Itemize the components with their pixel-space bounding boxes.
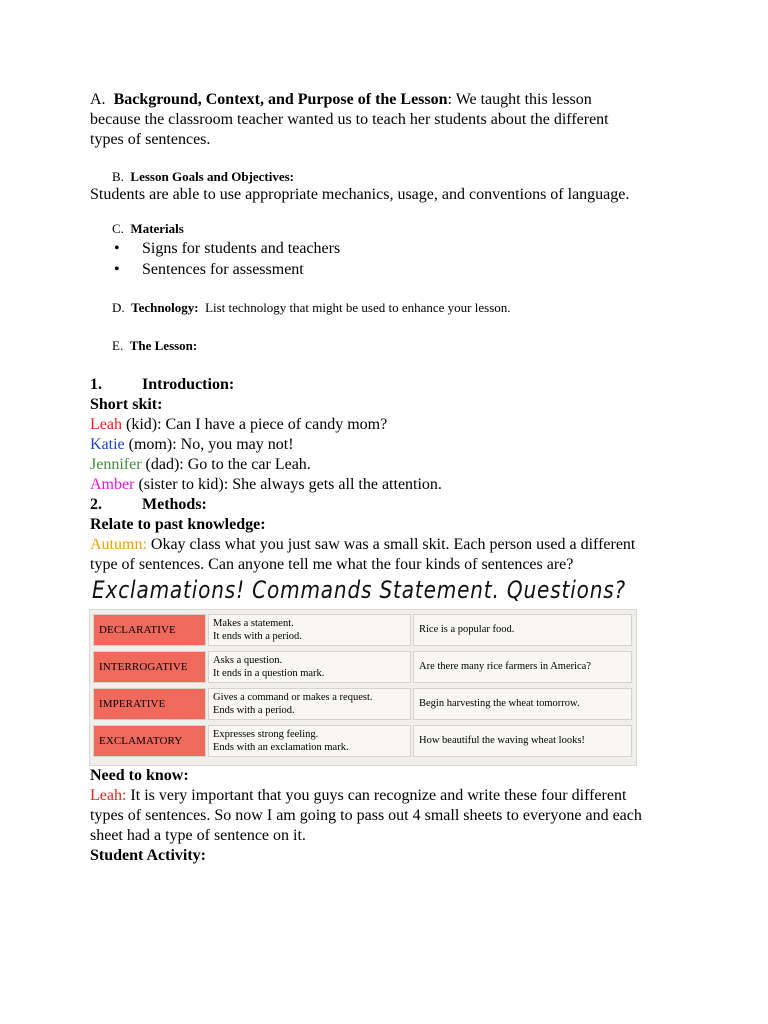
example-cell bbox=[413, 651, 632, 683]
type-label: INTERROGATIVE bbox=[99, 661, 188, 673]
description-text bbox=[213, 617, 302, 643]
materials-list bbox=[112, 238, 340, 280]
type-cell bbox=[93, 651, 206, 683]
need-to-know-text: It is very important that you guys can recognize and write these four different bbox=[126, 787, 627, 804]
handwritten-text: Exclamations! Commands Statement. Questions? bbox=[92, 576, 626, 604]
need-to-know-line bbox=[90, 786, 710, 806]
section-d-heading: Technology: bbox=[131, 300, 199, 315]
section-c-label: C. bbox=[112, 221, 124, 236]
example-text: How beautiful the waving wheat looks! bbox=[419, 735, 585, 746]
relate-heading-text: Relate to past knowledge: bbox=[90, 516, 266, 533]
intro-number: 1. bbox=[90, 376, 102, 393]
example-text: Are there many rice farmers in America? bbox=[419, 661, 591, 672]
need-to-know-heading-text: Need to know: bbox=[90, 767, 189, 784]
section-e-label: E. bbox=[112, 338, 124, 353]
description-line: Gives a command or makes a request. bbox=[213, 692, 373, 703]
need-to-know-line-3: sheet had a type of sentence on it. bbox=[90, 827, 306, 844]
description-text bbox=[213, 654, 324, 680]
example-cell bbox=[413, 688, 632, 720]
methods-number: 2. bbox=[90, 496, 102, 513]
type-label: DECLARATIVE bbox=[99, 624, 176, 636]
description-cell bbox=[208, 651, 411, 683]
section-d-text: List technology that might be used to enhance your lesson. bbox=[205, 300, 511, 315]
speaker-name: Jennifer bbox=[90, 456, 142, 473]
skit-line bbox=[90, 435, 710, 455]
skit-line-text: (dad): Go to the car Leah. bbox=[141, 456, 311, 473]
example-cell bbox=[413, 725, 632, 757]
description-text bbox=[213, 691, 373, 717]
skit-line-text: (kid): Can I have a piece of candy mom? bbox=[121, 416, 388, 433]
description-line: Ends with a period. bbox=[213, 705, 295, 716]
speaker-name: Leah: bbox=[90, 787, 127, 804]
intro-heading-line bbox=[90, 375, 710, 395]
section-a bbox=[90, 90, 690, 150]
skit-heading-text: Short skit: bbox=[90, 396, 163, 413]
section-b-heading: Lesson Goals and Objectives: bbox=[130, 169, 295, 184]
example-text: Rice is a popular food. bbox=[419, 624, 515, 635]
description-line: It ends in a question mark. bbox=[213, 668, 325, 679]
table-row bbox=[90, 686, 636, 722]
relate-heading bbox=[90, 515, 710, 535]
description-line: Expresses strong feeling. bbox=[213, 729, 319, 740]
student-activity-heading bbox=[90, 846, 710, 866]
skit-line-text: (mom): No, you may not! bbox=[124, 436, 294, 453]
speaker-name: Amber bbox=[90, 476, 135, 493]
type-label: IMPERATIVE bbox=[99, 698, 166, 710]
autumn-line bbox=[90, 535, 710, 555]
materials-item: • Signs for students and teachers bbox=[112, 238, 340, 259]
section-a-heading: Background, Context, and Purpose of the Lesson bbox=[113, 91, 448, 108]
need-to-know-line-2: types of sentences. So now I am going to pass out 4 small sheets to everyone and each bbox=[90, 807, 642, 824]
type-cell bbox=[93, 725, 206, 757]
need-to-know-heading bbox=[90, 766, 710, 786]
section-a-text2: because the classroom teacher wanted us to teach her students about the different bbox=[90, 111, 609, 128]
description-line: Asks a question. bbox=[213, 655, 283, 666]
description-line: Ends with an exclamation mark. bbox=[213, 742, 349, 753]
example-text: Begin harvesting the wheat tomorrow. bbox=[419, 698, 580, 709]
handwritten-answer bbox=[90, 570, 630, 610]
description-line: Makes a statement. bbox=[213, 618, 294, 629]
section-e-heading: The Lesson: bbox=[129, 338, 198, 353]
table-row bbox=[90, 612, 636, 648]
skit-line bbox=[90, 415, 710, 435]
methods-heading: Methods: bbox=[142, 496, 207, 513]
section-d-label: D. bbox=[112, 300, 125, 315]
section-e bbox=[112, 337, 712, 355]
lesson-body bbox=[90, 375, 710, 575]
example-cell bbox=[413, 614, 632, 646]
materials-item: • Sentences for assessment bbox=[112, 259, 340, 280]
section-c-heading: Materials bbox=[130, 221, 184, 236]
section-a-text3: types of sentences. bbox=[90, 131, 211, 148]
intro-heading: Introduction: bbox=[142, 376, 235, 393]
description-cell bbox=[208, 614, 411, 646]
table-row bbox=[90, 649, 636, 685]
section-a-label: A. bbox=[90, 91, 106, 108]
autumn-line-2: type of sentences. Can anyone tell me what the four kinds of sentences are? bbox=[90, 556, 574, 573]
section-a-line1 bbox=[90, 90, 690, 110]
section-c-heading-line bbox=[112, 220, 712, 238]
type-cell bbox=[93, 688, 206, 720]
sentence-types-table bbox=[89, 609, 637, 766]
speaker-name: Leah bbox=[90, 416, 122, 433]
skit-line-text: (sister to kid): She always gets all the attention. bbox=[134, 476, 442, 493]
need-to-know-section bbox=[90, 766, 710, 866]
section-a-text1: : We taught this lesson bbox=[447, 91, 592, 108]
skit-heading bbox=[90, 395, 710, 415]
section-b-heading-line bbox=[112, 168, 712, 186]
description-cell bbox=[208, 725, 411, 757]
student-activity-heading-text: Student Activity: bbox=[90, 847, 206, 864]
type-label: EXCLAMATORY bbox=[99, 735, 183, 747]
description-text bbox=[213, 728, 349, 754]
autumn-text: Okay class what you just saw was a small skit. Each person used a different bbox=[146, 536, 636, 553]
methods-heading-line bbox=[90, 495, 710, 515]
section-b-text: Students are able to use appropriate mechanics, usage, and conventions of language. bbox=[90, 186, 630, 203]
section-d bbox=[112, 299, 672, 317]
skit-line bbox=[90, 455, 710, 475]
speaker-name: Autumn: bbox=[90, 536, 147, 553]
speaker-name: Katie bbox=[90, 436, 125, 453]
section-b-label: B. bbox=[112, 169, 124, 184]
table-row bbox=[90, 723, 636, 759]
skit-line bbox=[90, 475, 710, 495]
description-line: It ends with a period. bbox=[213, 631, 302, 642]
type-cell bbox=[93, 614, 206, 646]
description-cell bbox=[208, 688, 411, 720]
